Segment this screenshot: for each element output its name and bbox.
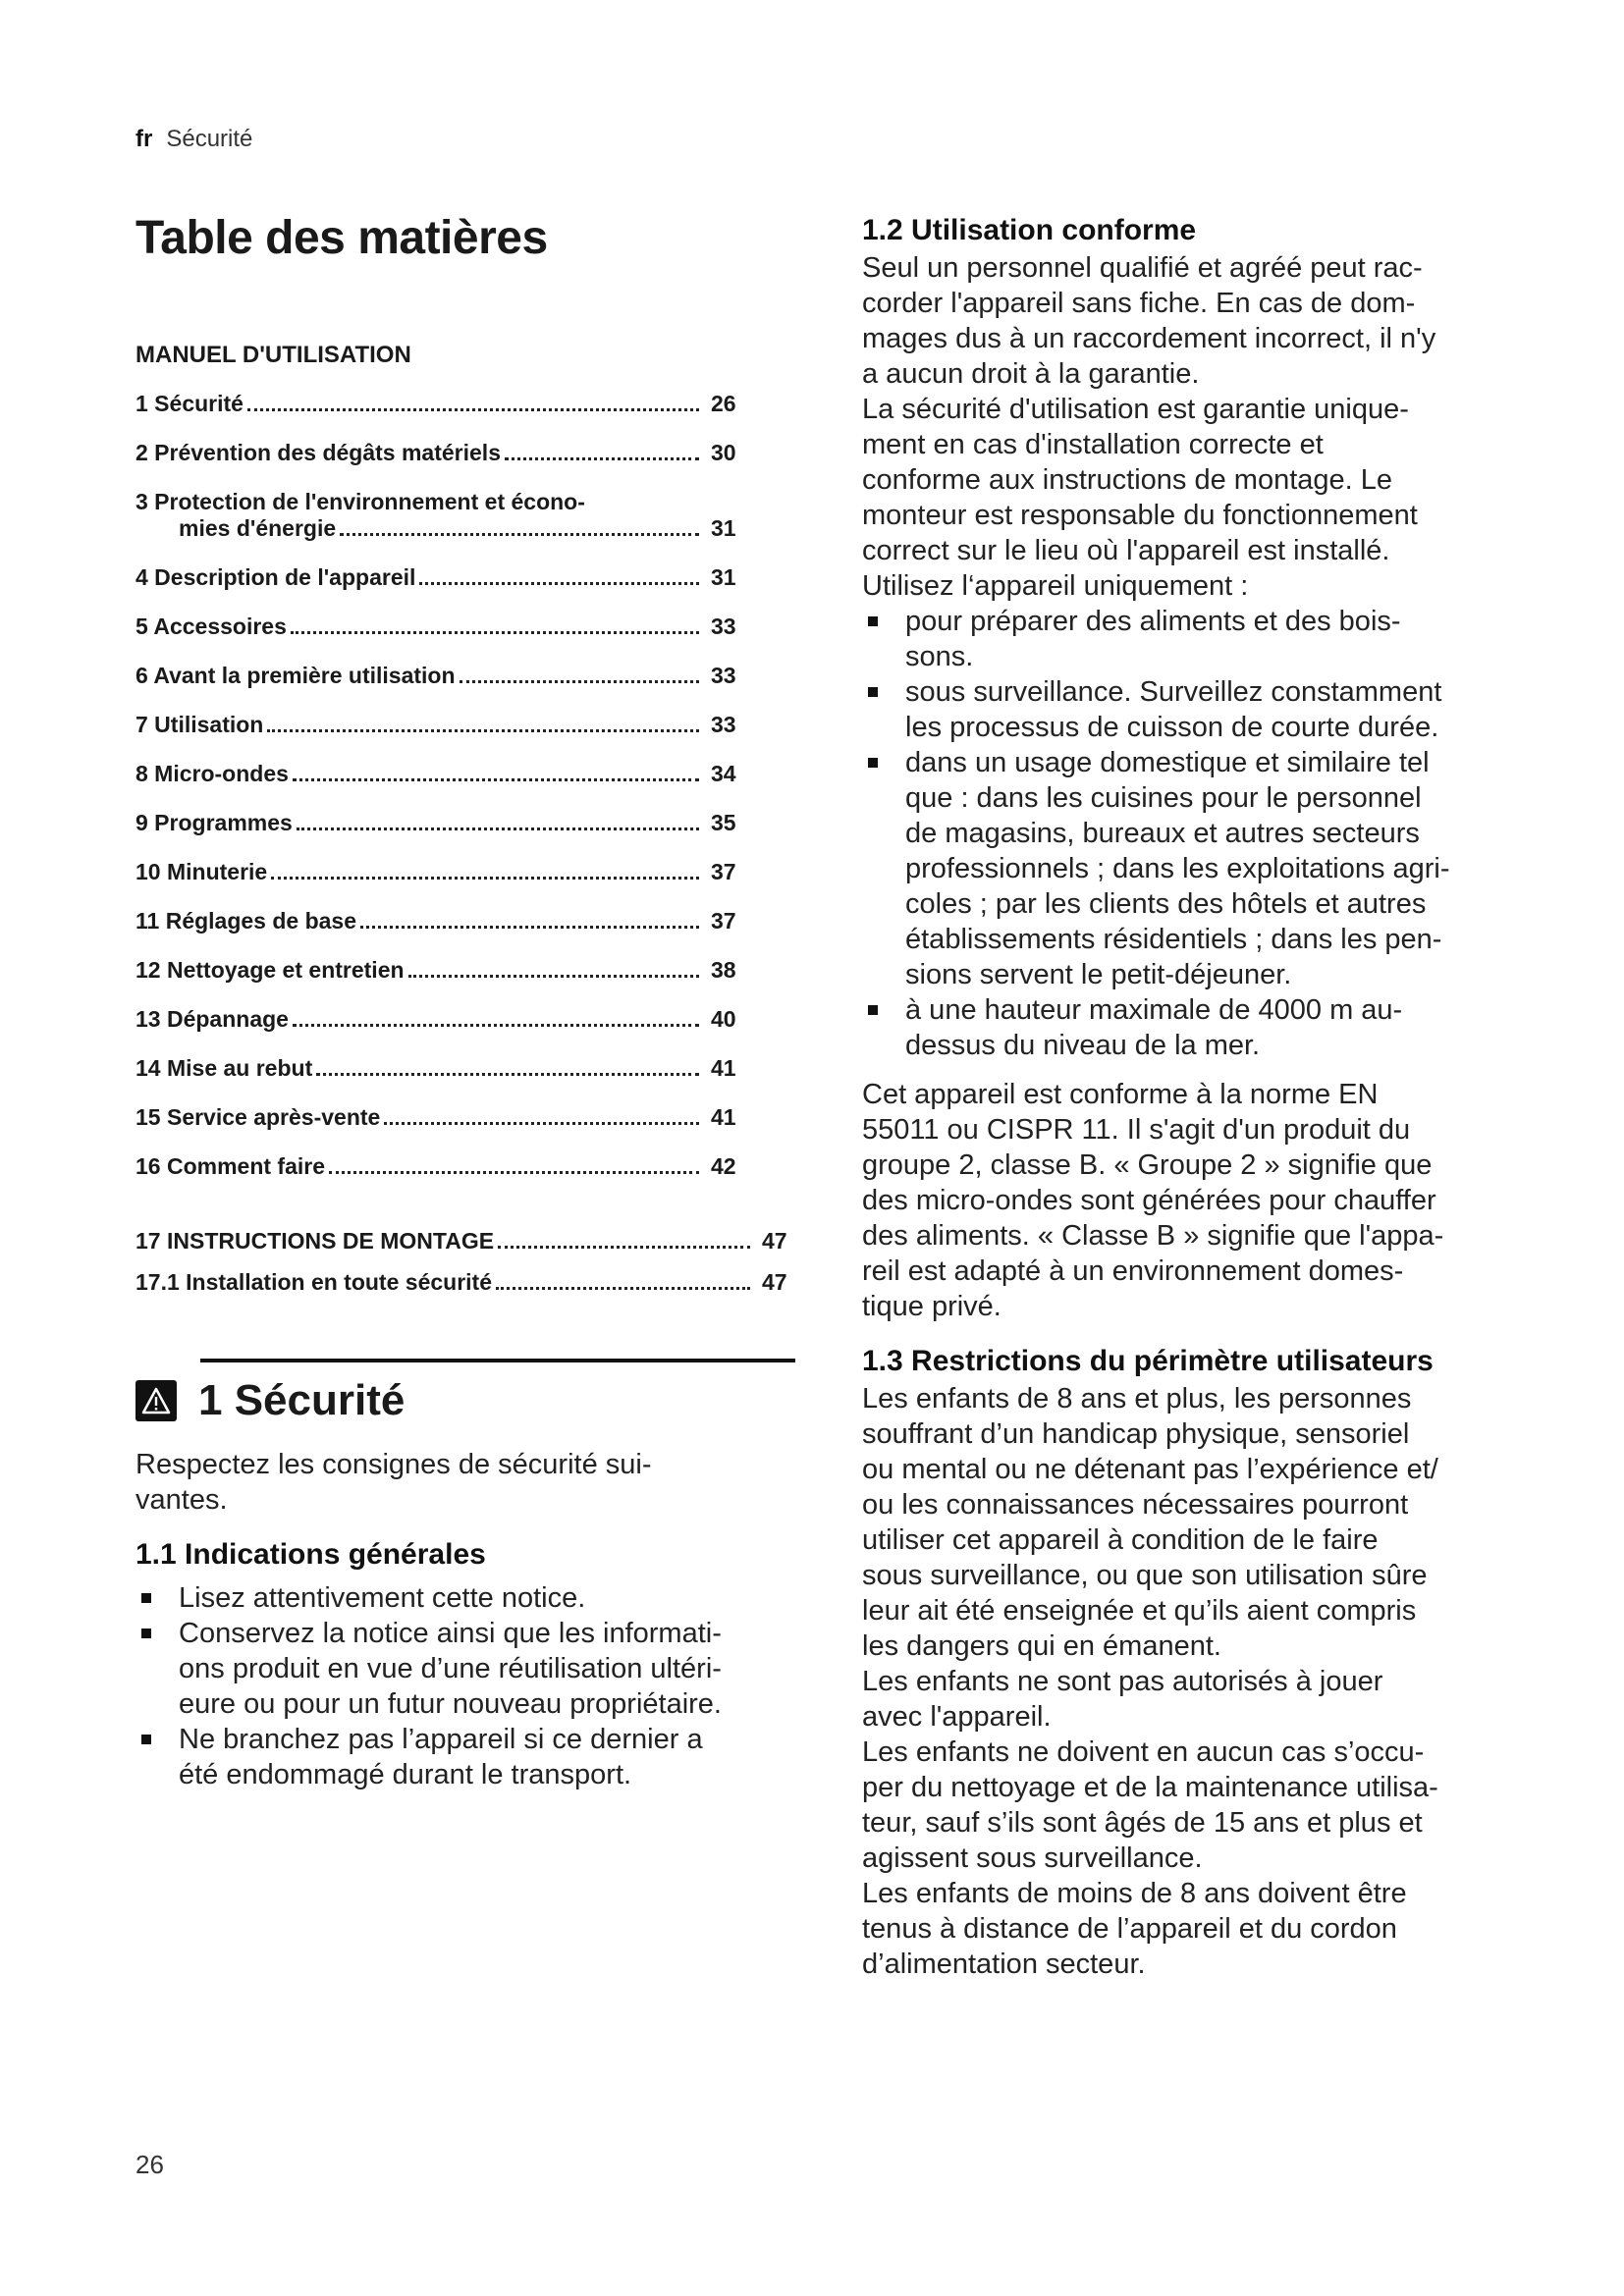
leader-dots: [291, 631, 699, 634]
heading-restrictions: 1.3 Restrictions du périmètre utilisateurs: [862, 1345, 1434, 1377]
list-item: dans un usage domestique et similaire tel que : dans les cuisines pour le personnel de magasins, bureaux et autres secteurs professionnels ; dans les exploitations agri- coles ; par les clients des hôtels et autres établissements résidentiels ; dans les pen- sions servent le petit-déjeuner.: [862, 745, 1530, 992]
section-rule: [200, 1359, 795, 1362]
toc-item[interactable]: 10 Minuterie 37: [135, 859, 744, 885]
toc-page: 33: [711, 614, 736, 639]
general-bullets: [135, 1580, 795, 1792]
left-column: [135, 211, 795, 1792]
leader-dots: [293, 778, 699, 781]
norme-paragraph: Cet appareil est conforme à la norme EN 55011 ou CISPR 11. Il s'agit d'un produit du groupe 2, classe B. « Groupe 2 » signifie que des micro-ondes sont générées pour chauffer des aliments. « Classe B » signifie que l'appa- reil est adapté à un environnement domes- tique privé.: [862, 1079, 1444, 1322]
right-column: [862, 211, 1530, 1982]
toc-page: 35: [711, 810, 736, 835]
bullet-square-icon: [868, 758, 878, 768]
list-item: pour préparer des aliments et des bois- sons.: [862, 604, 1530, 674]
toc-item[interactable]: 14 Mise au rebut 41: [135, 1055, 744, 1082]
toc-page: 33: [711, 712, 736, 737]
restrictions-paragraph: Les enfants ne sont pas autorisés à jouer avec l'appareil.: [862, 1666, 1383, 1733]
toc-item[interactable]: 12 Nettoyage et entretien 38: [135, 957, 744, 984]
toc-page: 41: [711, 1104, 736, 1130]
securite-intro: Respectez les consignes de sécurité sui- vantes.: [135, 1449, 652, 1516]
bullet-square-icon: [868, 616, 878, 626]
toc-page: 47: [762, 1269, 787, 1295]
toc-page: 40: [711, 1006, 736, 1032]
list-item: à une hauteur maximale de 4000 m au- dessus du niveau de la mer.: [862, 992, 1530, 1063]
utilisation-paragraph: La sécurité d'utilisation est garantie unique- ment en cas d'installation correcte et conforme aux instructions de montage. Le monteur est responsable du fonctionnement correct sur le lieu où l'appareil est installé.: [862, 394, 1418, 566]
toc-page: 42: [711, 1153, 736, 1179]
toc-page: 38: [711, 957, 736, 983]
restrictions-paragraph: Les enfants ne doivent en aucun cas s’occu- per du nettoyage et de la maintenance utilisa- teur, sauf s’ils sont âgés de 15 ans et plus et agissent sous surveillance.: [862, 1736, 1438, 1874]
toc-item[interactable]: 3 Protection de l'environnement et écono- mies d'énergie 31: [135, 489, 744, 542]
leader-dots: [316, 1073, 699, 1076]
leader-dots: [267, 729, 699, 732]
toc-item[interactable]: 16 Comment faire 42: [135, 1153, 744, 1180]
leader-dots: [408, 975, 699, 978]
leader-dots: [247, 408, 699, 411]
list-item: Ne branchez pas l’appareil si ce dernier a été endommagé durant le transport.: [135, 1722, 795, 1792]
toc-spacer: [135, 1202, 744, 1228]
leader-dots: [297, 828, 699, 830]
toc-page: 26: [711, 391, 736, 416]
leader-dots: [340, 533, 699, 536]
toc-item[interactable]: 8 Micro-ondes 34: [135, 761, 744, 787]
toc-page: 41: [711, 1055, 736, 1081]
leader-dots: [419, 582, 699, 585]
toc-item[interactable]: 6 Avant la première utilisation 33: [135, 663, 744, 689]
toc-title: Table des matières: [135, 212, 548, 264]
toc-item[interactable]: 2 Prévention des dégâts matériels 30: [135, 440, 744, 466]
toc-section-label: MANUEL D'UTILISATION: [135, 342, 411, 368]
restrictions-paragraph: Les enfants de 8 ans et plus, les personnes souffrant d’un handicap physique, sensoriel ou mental ou ne détenant pas l’expérience et/ ou les connaissances nécessaires pourront utiliser cet appareil à condition de le faire sous surveillance, ou que son utilisation sûre leur ait été enseignée et qu’ils aient compris les dangers qui en émanent.: [862, 1383, 1438, 1662]
list-item: sous surveillance. Surveillez constamment les processus de cuisson de courte durée.: [862, 674, 1530, 745]
toc-item[interactable]: 1 Sécurité 26: [135, 391, 744, 417]
toc-list: [135, 391, 787, 1296]
warning-triangle-icon: [135, 1380, 177, 1421]
leader-dots: [360, 926, 699, 929]
leader-dots: [293, 1024, 699, 1027]
running-header: [135, 126, 252, 153]
leader-dots: [496, 1287, 750, 1290]
bullet-square-icon: [868, 1005, 878, 1015]
toc-page: 34: [711, 761, 736, 786]
toc-page: 37: [711, 859, 736, 884]
bullet-square-icon: [141, 1735, 151, 1744]
toc-item[interactable]: 5 Accessoires 33: [135, 614, 744, 640]
header-section: Sécurité: [166, 126, 253, 152]
toc-page: 47: [762, 1228, 787, 1254]
toc-page: 31: [711, 515, 736, 541]
toc-item[interactable]: 11 Réglages de base 37: [135, 908, 744, 934]
bullet-square-icon: [141, 1593, 151, 1603]
utilisation-paragraph: Seul un personnel qualifié et agréé peut rac- corder l'appareil sans fiche. En cas de dom- mages dus à un raccordement incorrect, il n'y a aucun droit à la garantie.: [862, 252, 1436, 390]
toc-page: 33: [711, 663, 736, 688]
toc-item[interactable]: 7 Utilisation 33: [135, 712, 744, 738]
leader-dots: [505, 457, 699, 460]
heading-utilisation-conforme: 1.2 Utilisation conforme: [862, 214, 1197, 246]
toc-page: 37: [711, 908, 736, 934]
toc-item-montage[interactable]: 17 INSTRUCTIONS DE MONTAGE 47: [135, 1228, 795, 1255]
toc-item-montage-sub[interactable]: 17.1 Installation en toute sécurité 47: [135, 1269, 795, 1296]
utilisation-paragraph: Utilisez l‘appareil uniquement :: [862, 570, 1249, 602]
leader-dots: [329, 1171, 699, 1174]
list-item: Conservez la notice ainsi que les informati- ons produit en vue d’une réutilisation ultéri- eure ou pour un futur nouveau propriétaire.: [135, 1616, 795, 1722]
bullet-square-icon: [141, 1629, 151, 1638]
page-number: 26: [135, 2150, 164, 2179]
section-heading-securite: [135, 1359, 795, 1425]
toc-item[interactable]: 15 Service après-vente 41: [135, 1104, 744, 1131]
leader-dots: [384, 1122, 699, 1125]
section-title: 1 Sécurité: [198, 1376, 406, 1424]
restrictions-paragraph: Les enfants de moins de 8 ans doivent être tenus à distance de l’appareil et du cordon d’alimentation secteur.: [862, 1878, 1407, 1980]
heading-indications-generales: 1.1 Indications générales: [135, 1538, 486, 1571]
leader-dots: [271, 877, 699, 880]
toc-page: 31: [711, 564, 736, 590]
leader-dots: [460, 680, 699, 683]
utilisation-bullets: [862, 604, 1530, 1063]
bullet-square-icon: [868, 687, 878, 697]
language-code: fr: [135, 126, 153, 152]
toc-item[interactable]: 9 Programmes 35: [135, 810, 744, 836]
toc-page: 30: [711, 440, 736, 465]
list-item: Lisez attentivement cette notice.: [135, 1580, 795, 1616]
toc-item[interactable]: 13 Dépannage 40: [135, 1006, 744, 1033]
leader-dots: [498, 1246, 750, 1249]
toc-item[interactable]: 4 Description de l'appareil 31: [135, 564, 744, 591]
